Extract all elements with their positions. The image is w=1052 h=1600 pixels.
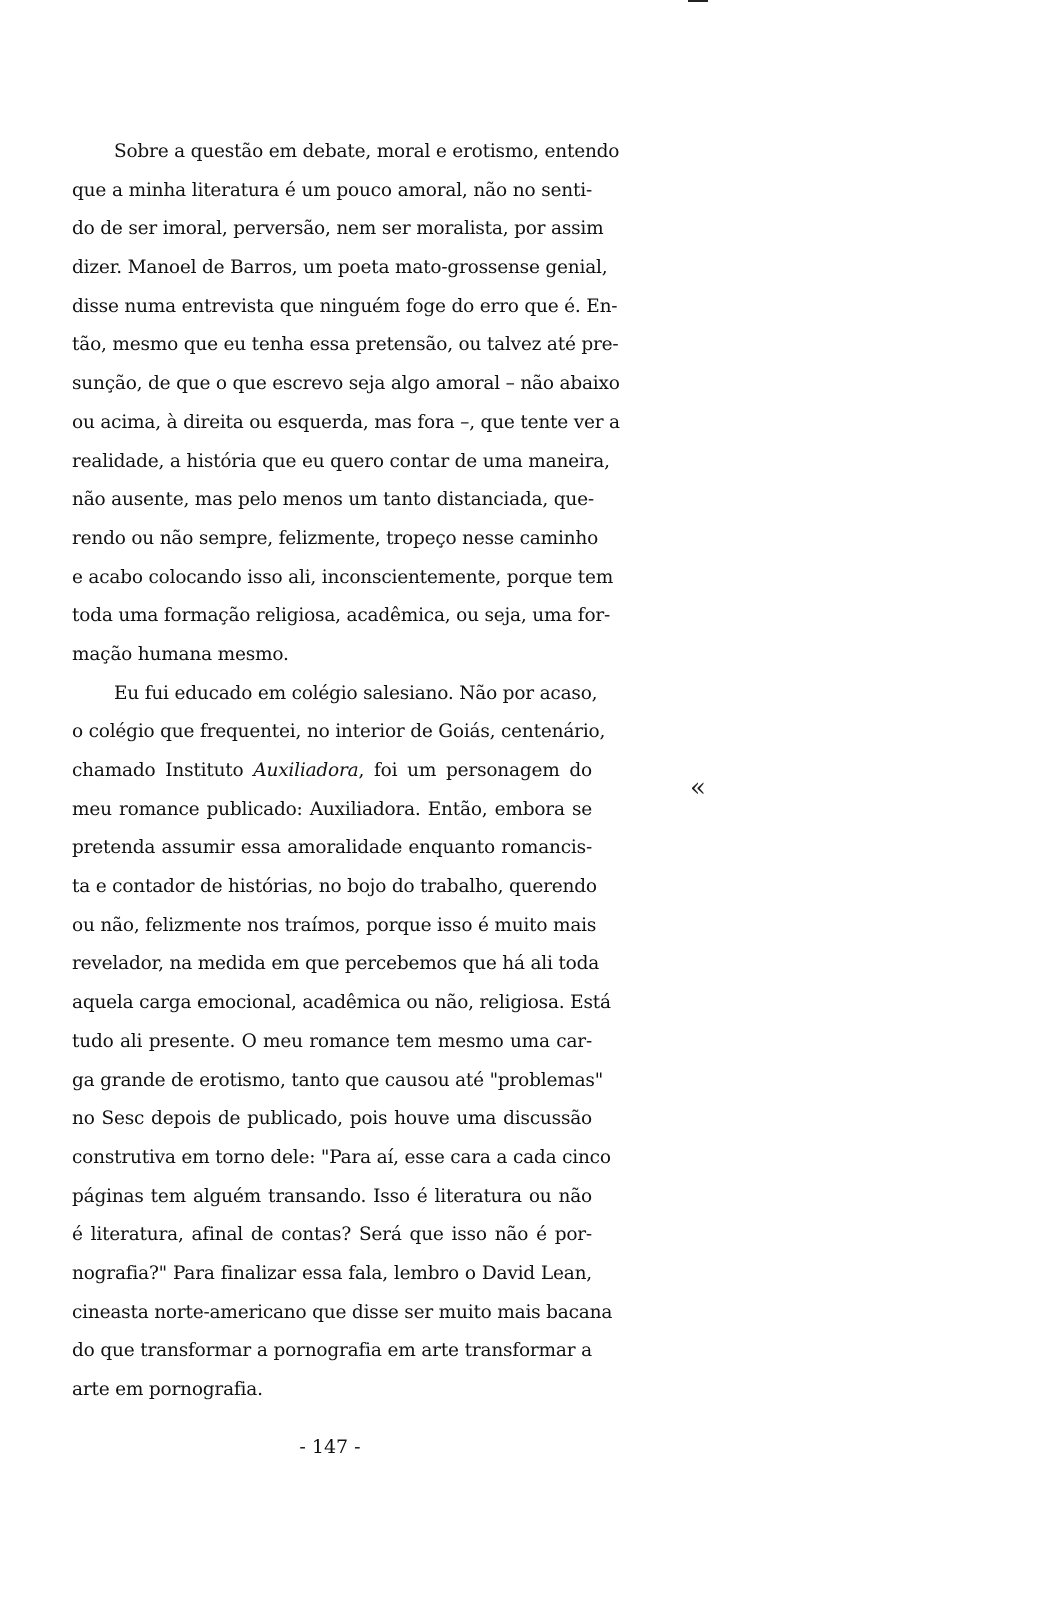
paragraph-1-line: sunção, de que o que escrevo seja algo amoral – não abaixo — [72, 373, 620, 395]
line-3-after: , foi um personagem do — [358, 760, 592, 781]
paragraph-2-line: é literatura, afinal de contas? Será que isso não é por- — [72, 1224, 592, 1246]
paragraph-2-line: revelador, na medida em que percebemos que há ali toda — [72, 953, 600, 975]
paragraph-1-line: toda uma formação religiosa, acadêmica, ou seja, uma for- — [72, 605, 611, 627]
paragraph-2-line — [72, 752, 592, 791]
institute-name-italic: Auxiliadora — [253, 760, 359, 781]
paragraph-1-line: que a minha literatura é um pouco amoral, não no senti- — [72, 179, 592, 201]
paragraph-1-line: e acabo colocando isso ali, inconscientemente, porque tem — [72, 566, 614, 588]
paragraph-2-line: páginas tem alguém transando. Isso é literatura ou não — [72, 1185, 592, 1207]
paragraph-2-line: nografia?" Para finalizar essa fala, lembro o David Lean, — [72, 1262, 592, 1284]
paragraph-2-line: aquela carga emocional, acadêmica ou não, religiosa. Está — [72, 992, 611, 1014]
paragraph-2-line: cineasta norte-americano que disse ser muito mais bacana — [72, 1301, 613, 1323]
paragraph-2-line: ou não, felizmente nos traímos, porque isso é muito mais — [72, 914, 597, 936]
paragraph-2-line: o colégio que frequentei, no interior de Goiás, centenário, — [72, 721, 606, 743]
page-number: - 147 - — [299, 1436, 361, 1458]
paragraph-2-line: no Sesc depois de publicado, pois houve uma discussão — [72, 1108, 592, 1130]
paragraph-2-line: ta e contador de histórias, no bojo do trabalho, querendo — [72, 876, 597, 898]
paragraph-1-line: ou acima, à direita ou esquerda, mas fora –, que tente ver a — [72, 411, 620, 433]
paragraph-2-line: Eu fui educado em colégio salesiano. Não por acaso, — [114, 682, 598, 704]
paragraph-1-line: do de ser imoral, perversão, nem ser moralista, por assim — [72, 218, 604, 240]
paragraph-2-line: tudo ali presente. O meu romance tem mesmo uma car- — [72, 1030, 592, 1052]
paragraph-1-line: Sobre a questão em debate, moral e erotismo, entendo — [114, 141, 620, 162]
paragraph-1-line: não ausente, mas pelo menos um tanto distanciada, que- — [72, 489, 594, 511]
paragraph-1-line: dizer. Manoel de Barros, um poeta mato-grossense genial, — [72, 257, 608, 279]
body-text — [72, 133, 620, 1410]
paragraph-2-line: ga grande de erotismo, tanto que causou até "problemas" — [72, 1069, 604, 1091]
paragraph-2-line: pretenda assumir essa amoralidade enquanto romancis- — [72, 837, 592, 859]
paragraph-2-line: arte em pornografia. — [72, 1379, 263, 1400]
top-edge-mark — [688, 0, 708, 2]
paragraph-1-line: mação humana mesmo. — [72, 643, 289, 665]
paragraph-2-line: do que transformar a pornografia em arte transformar a — [72, 1340, 592, 1362]
paragraph-1-line: disse numa entrevista que ninguém foge do erro que é. En- — [72, 295, 618, 317]
line-3-before: chamado Instituto — [72, 760, 254, 781]
paragraph-1-line: realidade, a história que eu quero contar de uma maneira, — [72, 450, 610, 472]
paragraph-2-line: construtiva em torno dele: "Para aí, esse cara a cada cinco — [72, 1146, 611, 1168]
paragraph-1-line: rendo ou não sempre, felizmente, tropeço nesse caminho — [72, 527, 599, 549]
margin-mark-icon: « — [690, 773, 706, 803]
paragraph-2-line: meu romance publicado: Auxiliadora. Então, embora se — [72, 798, 592, 820]
paragraph-1-line: tão, mesmo que eu tenha essa pretensão, ou talvez até pre- — [72, 334, 619, 356]
